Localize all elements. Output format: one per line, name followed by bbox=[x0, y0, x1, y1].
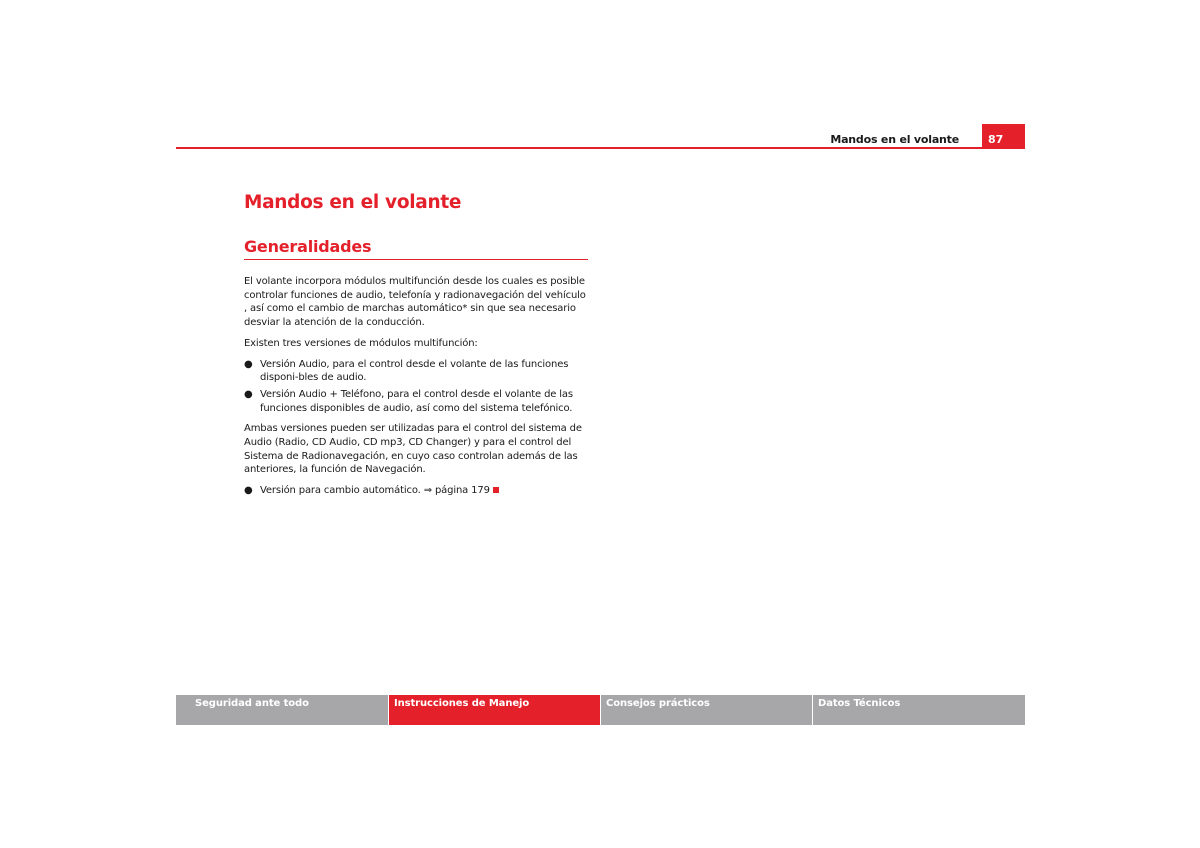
header-divider bbox=[176, 147, 1025, 149]
list-item-text: Versión Audio, para el control desde el volante de las funciones disponi-bles de audio. bbox=[260, 358, 569, 384]
bullet-icon: ● bbox=[244, 388, 253, 400]
tab-datos-tecnicos[interactable]: Datos Técnicos bbox=[813, 695, 1025, 725]
page-reference-link[interactable]: página 179 bbox=[434, 485, 490, 497]
usage-paragraph: Ambas versiones pueden ser utilizadas para el control del sistema de Audio (Radio, CD Audio, CD mp3, CD Changer) y para el control del Sistema de Radionavegación, en cuyo caso controlan además de las anteriores, la función de Navegación. bbox=[244, 423, 582, 476]
tab-seguridad[interactable]: Seguridad ante todo bbox=[176, 695, 388, 725]
bullet-icon: ● bbox=[244, 485, 253, 497]
main-content bbox=[244, 190, 588, 498]
tab-instrucciones[interactable]: Instrucciones de Manejo bbox=[389, 695, 600, 725]
list-item-text: Versión Audio + Teléfono, para el control desde el volante de las funciones disponibles de audio, así como del sistema telefónico. bbox=[260, 388, 573, 414]
page-number: 87 bbox=[982, 124, 1025, 149]
versions-intro: Existen tres versiones de módulos multifunción: bbox=[244, 337, 478, 349]
page-reference-arrow-icon: ⇒ bbox=[423, 485, 432, 497]
section-heading: Generalidades bbox=[244, 236, 588, 260]
page-title: Mandos en el volante bbox=[244, 192, 462, 213]
list-item bbox=[244, 388, 588, 415]
list-item bbox=[244, 358, 588, 385]
footer-tab-bar bbox=[176, 695, 1025, 725]
automatic-gearbox-text: Versión para cambio automático. bbox=[260, 485, 421, 497]
list-item bbox=[244, 484, 588, 498]
end-of-section-icon bbox=[493, 487, 499, 493]
list-item-text bbox=[260, 484, 588, 498]
running-header-title: Mandos en el volante bbox=[830, 133, 959, 146]
bullet-icon: ● bbox=[244, 358, 253, 370]
intro-paragraph: El volante incorpora módulos multifunción desde los cuales es posible controlar funciones de audio, telefonía y radionavegación del vehículo , así como el cambio de marchas automático* sin que sea necesario desviar la atención de la conducción. bbox=[244, 276, 586, 329]
tab-consejos[interactable]: Consejos prácticos bbox=[601, 695, 812, 725]
